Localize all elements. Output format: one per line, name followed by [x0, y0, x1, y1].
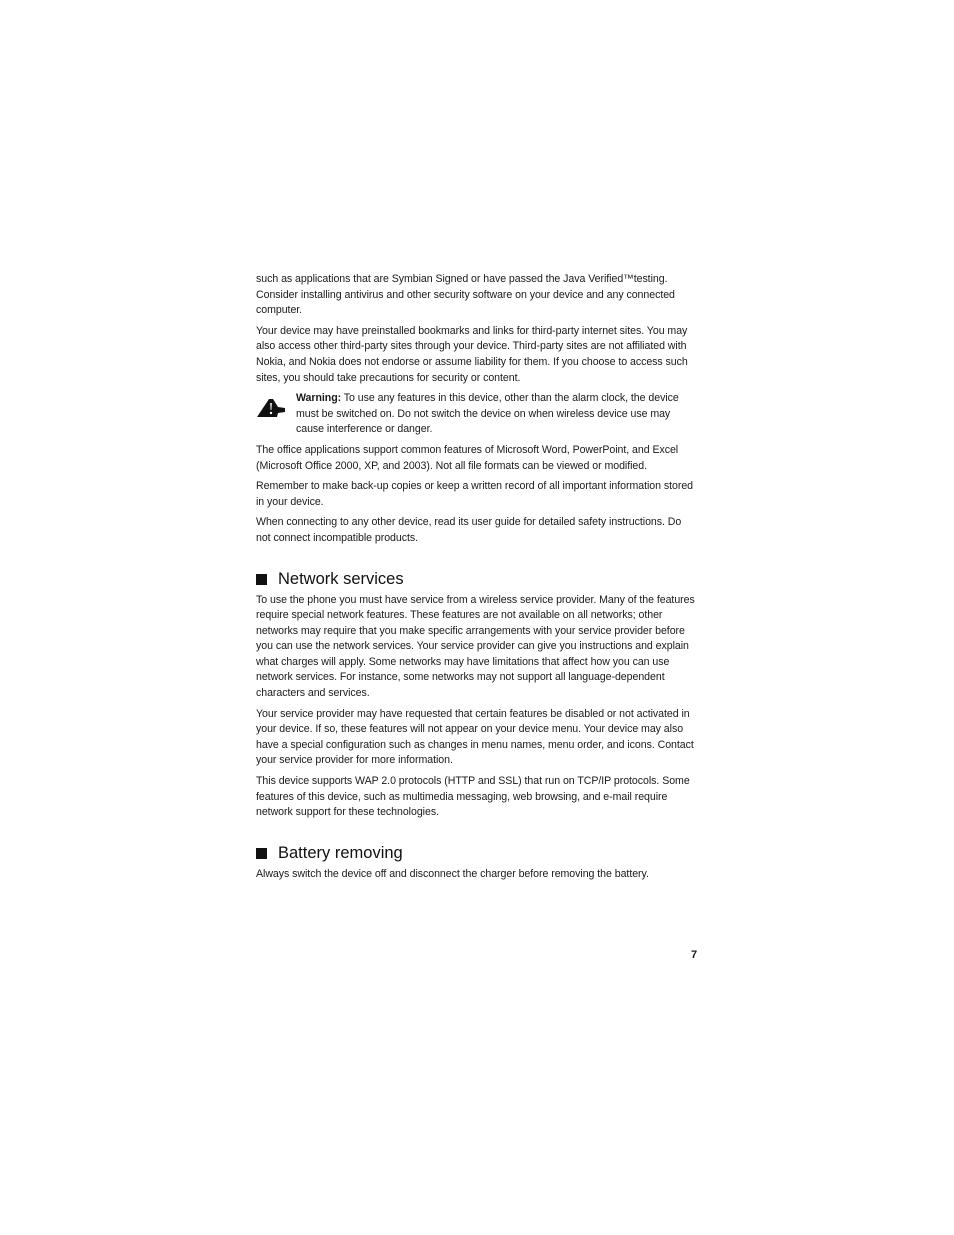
- intro-paragraph-2: Your device may have preinstalled bookmarks and links for third-party internet sites. You may also access other third-party sites through your device. Third-party sites are not affiliated with Nokia, and Nokia does not endorse or assume liability for them. If you choose to access such sites, you should take precautions for security or content.: [256, 324, 688, 384]
- page-content: [256, 272, 698, 887]
- network-paragraph-2: Your service provider may have requested that certain features be disabled or not activated in your device. If so, these features will not appear on your device menu. Your device may also have a special configuration such as changes in menu names, menu order, and icons. Contact your service provider for more information.: [256, 707, 694, 767]
- intro-paragraph-1: such as applications that are Symbian Signed or have passed the Java Verified™testing. Consider installing antivirus and other security software on your device and any connected computer.: [256, 273, 675, 317]
- section-marker-icon: [256, 848, 267, 859]
- warning-hand-icon: [256, 397, 286, 419]
- connecting-paragraph: When connecting to any other device, read its user guide for detailed safety instructions. Do not connect incompatible products.: [256, 516, 682, 544]
- network-paragraph-1: To use the phone you must have service from a wireless service provider. Many of the features require special network features. These features are not available on all networks; other networks may require that you make specific arrangements with your service provider before you can use the network services. Your service provider can give you instructions and explain what charges will apply. Some networks may have limitations that affect how you can use network services. For instance, some networks may not support all language-dependent characters and services.: [256, 593, 695, 700]
- network-paragraph-3: This device supports WAP 2.0 protocols (HTTP and SSL) that run on TCP/IP protocols. Some features of this device, such as multimedia messaging, web browsing, and e-mail require network support for these technologies.: [256, 775, 690, 819]
- warning-body: To use any features in this device, other than the alarm clock, the device must be switched on. Do not switch the device on when wireless device use may cause interference or danger.: [296, 392, 679, 436]
- warning-note: [256, 391, 698, 438]
- battery-paragraph-1: Always switch the device off and disconnect the charger before removing the battery.: [256, 867, 649, 880]
- section-title: Battery removing: [278, 843, 403, 862]
- section-title: Network services: [278, 569, 404, 588]
- warning-text: [296, 391, 698, 438]
- backup-paragraph: Remember to make back-up copies or keep a written record of all important information stored in your device.: [256, 480, 694, 508]
- page-number: 7: [691, 949, 698, 961]
- section-heading-battery-removing: [256, 843, 698, 863]
- office-apps-paragraph: The office applications support common features of Microsoft Word, PowerPoint, and Excel (Microsoft Office 2000, XP, and 2003). Not all file formats can be viewed or modified.: [256, 443, 679, 472]
- section-marker-icon: [256, 574, 267, 585]
- section-heading-network-services: [256, 569, 698, 589]
- warning-label: Warning:: [296, 392, 342, 405]
